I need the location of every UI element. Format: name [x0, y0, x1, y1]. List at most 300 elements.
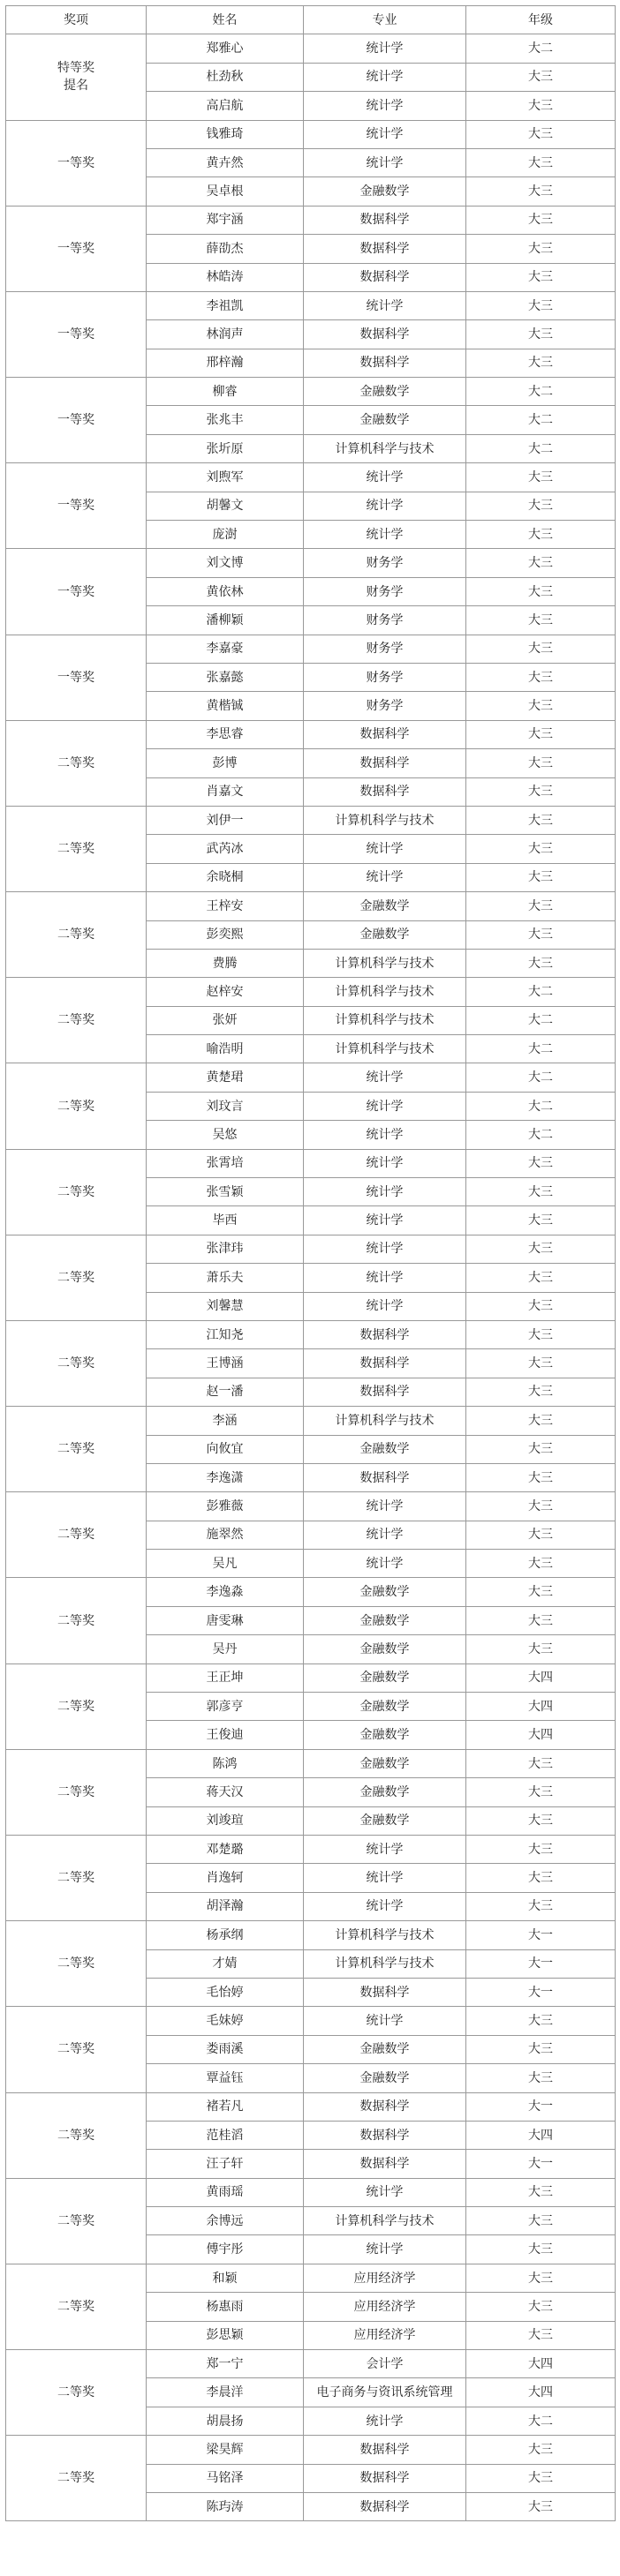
award-cell: 二等奖: [6, 1836, 147, 1921]
grade-cell: 大二: [466, 1092, 616, 1120]
major-cell: 统计学: [304, 1836, 466, 1864]
award-cell: 二等奖: [6, 2436, 147, 2521]
table-row: [6, 291, 616, 319]
name-cell: 黄楷铖: [147, 692, 304, 720]
name-cell: 肖嘉文: [147, 777, 304, 806]
award-cell: 二等奖: [6, 1149, 147, 1235]
name-cell: 刘馨慧: [147, 1292, 304, 1320]
grade-cell: 大四: [466, 2378, 616, 2407]
grade-cell: 大三: [466, 577, 616, 605]
name-cell: 张圻原: [147, 434, 304, 462]
major-cell: 统计学: [304, 148, 466, 176]
major-cell: 数据科学: [304, 1349, 466, 1378]
grade-cell: 大三: [466, 635, 616, 663]
grade-cell: 大三: [466, 2464, 616, 2492]
grade-cell: 大三: [466, 1435, 616, 1463]
name-cell: 赵一潘: [147, 1378, 304, 1406]
grade-cell: 大三: [466, 663, 616, 691]
award-cell: 二等奖: [6, 2350, 147, 2436]
name-cell: 杨惠雨: [147, 2293, 304, 2321]
award-cell: 二等奖: [6, 2178, 147, 2264]
header-major: 专业: [304, 6, 466, 34]
name-cell: 傅宇彤: [147, 2235, 304, 2264]
major-cell: 数据科学: [304, 206, 466, 234]
grade-cell: 大三: [466, 463, 616, 492]
grade-cell: 大三: [466, 1492, 616, 1521]
name-cell: 肖逸轲: [147, 1864, 304, 1892]
major-cell: 应用经济学: [304, 2321, 466, 2349]
name-cell: 杨承纲: [147, 1921, 304, 1949]
major-cell: 数据科学: [304, 720, 466, 748]
table-row: [6, 206, 616, 234]
major-cell: 金融数学: [304, 1778, 466, 1806]
table-row: [6, 978, 616, 1006]
name-cell: 李嘉豪: [147, 635, 304, 663]
name-cell: 褚若凡: [147, 2092, 304, 2121]
major-cell: 数据科学: [304, 749, 466, 777]
grade-cell: 大三: [466, 606, 616, 635]
name-cell: 胡泽瀚: [147, 1892, 304, 1920]
name-cell: 汪子轩: [147, 2150, 304, 2178]
award-cell: 一等奖: [6, 378, 147, 463]
table-row: [6, 1320, 616, 1348]
major-cell: 金融数学: [304, 1664, 466, 1692]
grade-cell: 大一: [466, 2092, 616, 2121]
grade-cell: 大二: [466, 434, 616, 462]
table-row: [6, 1235, 616, 1263]
major-cell: 数据科学: [304, 263, 466, 291]
name-cell: 王梓安: [147, 892, 304, 920]
name-cell: 林皓涛: [147, 263, 304, 291]
grade-cell: 大三: [466, 692, 616, 720]
table-row: [6, 1921, 616, 1949]
grade-cell: 大三: [466, 949, 616, 977]
name-cell: 钱雅琦: [147, 120, 304, 148]
grade-cell: 大三: [466, 2064, 616, 2092]
name-cell: 李逸潇: [147, 1463, 304, 1491]
name-cell: 彭雅薇: [147, 1492, 304, 1521]
award-cell: 一等奖: [6, 120, 147, 206]
name-cell: 王俊迪: [147, 1721, 304, 1749]
major-cell: 金融数学: [304, 1606, 466, 1634]
grade-cell: 大二: [466, 378, 616, 406]
name-cell: 张妍: [147, 1006, 304, 1034]
grade-cell: 大三: [466, 1606, 616, 1634]
grade-cell: 大三: [466, 1749, 616, 1777]
grade-cell: 大一: [466, 1978, 616, 2006]
grade-cell: 大三: [466, 2293, 616, 2321]
major-cell: 统计学: [304, 1235, 466, 1263]
name-cell: 柳睿: [147, 378, 304, 406]
award-cell: 一等奖: [6, 206, 147, 291]
table-row: [6, 2178, 616, 2206]
name-cell: 高启航: [147, 92, 304, 120]
award-cell: 二等奖: [6, 1492, 147, 1578]
major-cell: 数据科学: [304, 1463, 466, 1491]
major-cell: 计算机科学与技术: [304, 434, 466, 462]
major-cell: 统计学: [304, 2178, 466, 2206]
name-cell: 胡晨扬: [147, 2407, 304, 2435]
name-cell: 黄依林: [147, 577, 304, 605]
major-cell: 计算机科学与技术: [304, 949, 466, 977]
table-row: [6, 1749, 616, 1777]
name-cell: 王正坤: [147, 1664, 304, 1692]
name-cell: 潘柳颖: [147, 606, 304, 635]
name-cell: 黄雨瑶: [147, 2178, 304, 2206]
name-cell: 赵梓安: [147, 978, 304, 1006]
major-cell: 统计学: [304, 63, 466, 91]
award-cell: 二等奖: [6, 1921, 147, 2007]
grade-cell: 大三: [466, 521, 616, 549]
grade-cell: 大三: [466, 320, 616, 349]
major-cell: 数据科学: [304, 2121, 466, 2149]
major-cell: 金融数学: [304, 1749, 466, 1777]
grade-cell: 大三: [466, 148, 616, 176]
grade-cell: 大三: [466, 1178, 616, 1206]
grade-cell: 大四: [466, 2121, 616, 2149]
name-cell: 胡馨文: [147, 492, 304, 520]
name-cell: 向攸宜: [147, 1435, 304, 1463]
grade-cell: 大三: [466, 1235, 616, 1263]
name-cell: 范桂滔: [147, 2121, 304, 2149]
name-cell: 郑宇涵: [147, 206, 304, 234]
name-cell: 李晨洋: [147, 2378, 304, 2407]
name-cell: 刘伊一: [147, 806, 304, 834]
grade-cell: 大三: [466, 1463, 616, 1491]
major-cell: 电子商务与资讯系统管理: [304, 2378, 466, 2407]
name-cell: 吴凡: [147, 1550, 304, 1578]
award-cell: 二等奖: [6, 720, 147, 806]
grade-cell: 大三: [466, 263, 616, 291]
grade-cell: 大二: [466, 1006, 616, 1034]
major-cell: 数据科学: [304, 2436, 466, 2464]
major-cell: 财务学: [304, 577, 466, 605]
table-row: [6, 892, 616, 920]
grade-cell: 大三: [466, 2436, 616, 2464]
name-cell: 和颖: [147, 2264, 304, 2292]
major-cell: 金融数学: [304, 177, 466, 206]
major-cell: 计算机科学与技术: [304, 978, 466, 1006]
major-cell: 计算机科学与技术: [304, 1035, 466, 1063]
name-cell: 蒋天汉: [147, 1778, 304, 1806]
grade-cell: 大三: [466, 1864, 616, 1892]
grade-cell: 大三: [466, 920, 616, 949]
table-row: [6, 1492, 616, 1521]
grade-cell: 大四: [466, 1693, 616, 1721]
major-cell: 统计学: [304, 1264, 466, 1292]
award-cell: 一等奖: [6, 635, 147, 720]
major-cell: 数据科学: [304, 235, 466, 263]
name-cell: 吴悠: [147, 1121, 304, 1149]
header-row: [6, 6, 616, 34]
major-cell: 财务学: [304, 692, 466, 720]
header-name: 姓名: [147, 6, 304, 34]
name-cell: 张兆丰: [147, 406, 304, 434]
name-cell: 郭彦亨: [147, 1693, 304, 1721]
award-cell: 二等奖: [6, 1664, 147, 1749]
grade-cell: 大三: [466, 2007, 616, 2035]
table-row: [6, 549, 616, 577]
table-row: [6, 806, 616, 834]
grade-cell: 大三: [466, 2178, 616, 2206]
table-row: [6, 720, 616, 748]
grade-cell: 大二: [466, 1121, 616, 1149]
grade-cell: 大三: [466, 1320, 616, 1348]
name-cell: 黄卉然: [147, 148, 304, 176]
awards-table: [5, 5, 616, 2521]
name-cell: 马铭泽: [147, 2464, 304, 2492]
name-cell: 喻浩明: [147, 1035, 304, 1063]
award-cell: 一等奖: [6, 291, 147, 377]
grade-cell: 大二: [466, 34, 616, 63]
major-cell: 计算机科学与技术: [304, 806, 466, 834]
name-cell: 毕西: [147, 1206, 304, 1235]
name-cell: 张雪颖: [147, 1178, 304, 1206]
name-cell: 张嘉懿: [147, 663, 304, 691]
major-cell: 数据科学: [304, 1378, 466, 1406]
grade-cell: 大三: [466, 2264, 616, 2292]
name-cell: 施翠然: [147, 1521, 304, 1549]
major-cell: 财务学: [304, 606, 466, 635]
grade-cell: 大三: [466, 1149, 616, 1177]
grade-cell: 大三: [466, 2492, 616, 2520]
major-cell: 统计学: [304, 1121, 466, 1149]
name-cell: 郑雅心: [147, 34, 304, 63]
name-cell: 彭博: [147, 749, 304, 777]
name-cell: 郑一宁: [147, 2350, 304, 2378]
major-cell: 金融数学: [304, 378, 466, 406]
table-row: [6, 2436, 616, 2464]
name-cell: 刘玟言: [147, 1092, 304, 1120]
table-row: [6, 2092, 616, 2121]
header-award: 奖项: [6, 6, 147, 34]
name-cell: 李祖凯: [147, 291, 304, 319]
table-row: [6, 463, 616, 492]
major-cell: 会计学: [304, 2350, 466, 2378]
name-cell: 唐雯琳: [147, 1606, 304, 1634]
major-cell: 应用经济学: [304, 2264, 466, 2292]
name-cell: 李逸淼: [147, 1578, 304, 1606]
grade-cell: 大三: [466, 206, 616, 234]
major-cell: 统计学: [304, 34, 466, 63]
grade-cell: 大二: [466, 1063, 616, 1092]
major-cell: 统计学: [304, 863, 466, 891]
grade-cell: 大三: [466, 1778, 616, 1806]
award-cell: 二等奖: [6, 978, 147, 1063]
grade-cell: 大一: [466, 2150, 616, 2178]
name-cell: 杜劲秋: [147, 63, 304, 91]
name-cell: 彭奕熙: [147, 920, 304, 949]
name-cell: 陈鸿: [147, 1749, 304, 1777]
name-cell: 毛妹婷: [147, 2007, 304, 2035]
major-cell: 统计学: [304, 2007, 466, 2035]
grade-cell: 大三: [466, 835, 616, 863]
grade-cell: 大三: [466, 2235, 616, 2264]
grade-cell: 大三: [466, 892, 616, 920]
grade-cell: 大三: [466, 1206, 616, 1235]
grade-cell: 大三: [466, 863, 616, 891]
major-cell: 统计学: [304, 2407, 466, 2435]
major-cell: 统计学: [304, 492, 466, 520]
major-cell: 统计学: [304, 291, 466, 319]
award-cell: 二等奖: [6, 806, 147, 891]
name-cell: 林润声: [147, 320, 304, 349]
grade-cell: 大三: [466, 1264, 616, 1292]
table-row: [6, 1063, 616, 1092]
name-cell: 邓楚璐: [147, 1836, 304, 1864]
grade-cell: 大三: [466, 549, 616, 577]
major-cell: 统计学: [304, 1864, 466, 1892]
award-cell: 二等奖: [6, 892, 147, 978]
table-row: [6, 378, 616, 406]
major-cell: 金融数学: [304, 2035, 466, 2063]
name-cell: 梁昊辉: [147, 2436, 304, 2464]
grade-cell: 大三: [466, 1892, 616, 1920]
grade-cell: 大三: [466, 777, 616, 806]
major-cell: 数据科学: [304, 2464, 466, 2492]
award-cell: 二等奖: [6, 1235, 147, 1320]
table-row: [6, 34, 616, 63]
table-row: [6, 1149, 616, 1177]
major-cell: 数据科学: [304, 2150, 466, 2178]
table-row: [6, 1407, 616, 1435]
grade-cell: 大三: [466, 1407, 616, 1435]
name-cell: 庞澍: [147, 521, 304, 549]
grade-cell: 大三: [466, 235, 616, 263]
name-cell: 江知尧: [147, 1320, 304, 1348]
grade-cell: 大三: [466, 63, 616, 91]
name-cell: 吴卓根: [147, 177, 304, 206]
name-cell: 张津玮: [147, 1235, 304, 1263]
major-cell: 统计学: [304, 1178, 466, 1206]
grade-cell: 大四: [466, 2350, 616, 2378]
award-cell: 一等奖: [6, 463, 147, 549]
major-cell: 金融数学: [304, 2064, 466, 2092]
major-cell: 统计学: [304, 1292, 466, 1320]
grade-cell: 大三: [466, 92, 616, 120]
grade-cell: 大一: [466, 1921, 616, 1949]
table-row: [6, 635, 616, 663]
name-cell: 刘煦军: [147, 463, 304, 492]
award-cell: 二等奖: [6, 1320, 147, 1406]
grade-cell: 大三: [466, 1806, 616, 1835]
table-row: [6, 2264, 616, 2292]
award-cell: 一等奖: [6, 549, 147, 635]
major-cell: 统计学: [304, 463, 466, 492]
grade-cell: 大三: [466, 1292, 616, 1320]
grade-cell: 大三: [466, 349, 616, 377]
table-row: [6, 2350, 616, 2378]
name-cell: 吴丹: [147, 1635, 304, 1664]
major-cell: 统计学: [304, 92, 466, 120]
major-cell: 应用经济学: [304, 2293, 466, 2321]
major-cell: 数据科学: [304, 349, 466, 377]
grade-cell: 大三: [466, 1578, 616, 1606]
grade-cell: 大三: [466, 1635, 616, 1664]
major-cell: 统计学: [304, 1149, 466, 1177]
major-cell: 金融数学: [304, 920, 466, 949]
major-cell: 金融数学: [304, 1578, 466, 1606]
name-cell: 陈玙涛: [147, 2492, 304, 2520]
grade-cell: 大三: [466, 1550, 616, 1578]
awards-body: [6, 34, 616, 2521]
major-cell: 计算机科学与技术: [304, 1949, 466, 1978]
grade-cell: 大三: [466, 1521, 616, 1549]
name-cell: 李涵: [147, 1407, 304, 1435]
major-cell: 金融数学: [304, 1635, 466, 1664]
name-cell: 萧乐夫: [147, 1264, 304, 1292]
major-cell: 统计学: [304, 1492, 466, 1521]
grade-cell: 大三: [466, 291, 616, 319]
grade-cell: 大四: [466, 1721, 616, 1749]
grade-cell: 大二: [466, 2407, 616, 2435]
grade-cell: 大三: [466, 2321, 616, 2349]
award-cell: 二等奖: [6, 1578, 147, 1664]
major-cell: 财务学: [304, 549, 466, 577]
major-cell: 金融数学: [304, 1693, 466, 1721]
name-cell: 李思睿: [147, 720, 304, 748]
major-cell: 数据科学: [304, 320, 466, 349]
table-row: [6, 2007, 616, 2035]
table-row: [6, 1664, 616, 1692]
name-cell: 毛怡婷: [147, 1978, 304, 2006]
major-cell: 统计学: [304, 1063, 466, 1092]
grade-cell: 大三: [466, 492, 616, 520]
name-cell: 张霄培: [147, 1149, 304, 1177]
name-cell: 余晓桐: [147, 863, 304, 891]
name-cell: 刘文博: [147, 549, 304, 577]
major-cell: 统计学: [304, 1521, 466, 1549]
award-cell: 二等奖: [6, 2264, 147, 2349]
name-cell: 费腾: [147, 949, 304, 977]
grade-cell: 大三: [466, 806, 616, 834]
grade-cell: 大三: [466, 1836, 616, 1864]
major-cell: 数据科学: [304, 1978, 466, 2006]
award-cell: 二等奖: [6, 1407, 147, 1492]
grade-cell: 大三: [466, 2207, 616, 2235]
grade-cell: 大三: [466, 749, 616, 777]
grade-cell: 大二: [466, 978, 616, 1006]
grade-cell: 大三: [466, 120, 616, 148]
header-grade: 年级: [466, 6, 616, 34]
award-cell: 二等奖: [6, 1063, 147, 1149]
major-cell: 统计学: [304, 835, 466, 863]
name-cell: 薛劭杰: [147, 235, 304, 263]
name-cell: 覃益钰: [147, 2064, 304, 2092]
award-cell: 二等奖: [6, 2092, 147, 2178]
major-cell: 计算机科学与技术: [304, 1921, 466, 1949]
major-cell: 金融数学: [304, 892, 466, 920]
grade-cell: 大二: [466, 406, 616, 434]
major-cell: 计算机科学与技术: [304, 1407, 466, 1435]
grade-cell: 大三: [466, 1378, 616, 1406]
name-cell: 黄楚珺: [147, 1063, 304, 1092]
major-cell: 财务学: [304, 663, 466, 691]
award-cell: 二等奖: [6, 1749, 147, 1835]
major-cell: 统计学: [304, 1206, 466, 1235]
name-cell: 王博涵: [147, 1349, 304, 1378]
name-cell: 娄雨溪: [147, 2035, 304, 2063]
major-cell: 统计学: [304, 1892, 466, 1920]
table-row: [6, 1836, 616, 1864]
name-cell: 刘竣瑄: [147, 1806, 304, 1835]
major-cell: 数据科学: [304, 2492, 466, 2520]
table-row: [6, 120, 616, 148]
grade-cell: 大四: [466, 1664, 616, 1692]
major-cell: 金融数学: [304, 1435, 466, 1463]
major-cell: 金融数学: [304, 406, 466, 434]
name-cell: 武芮冰: [147, 835, 304, 863]
